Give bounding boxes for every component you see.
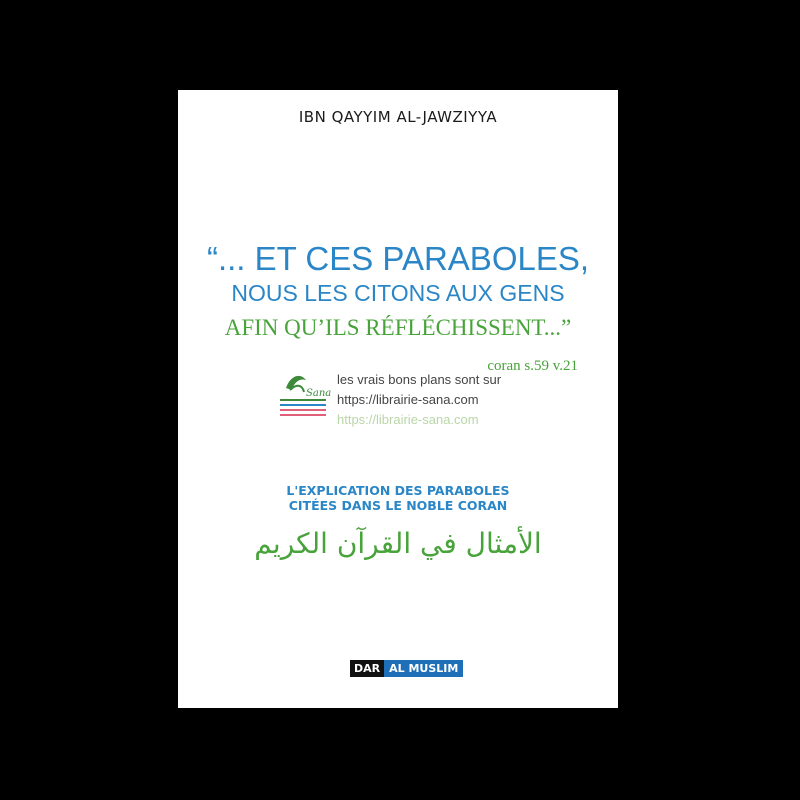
subtitle-line-1: L'EXPLICATION DES PARABOLES — [286, 483, 510, 498]
subtitle — [178, 483, 618, 513]
watermark-url: https://librairie-sana.com — [337, 392, 479, 407]
logo-text: Sana — [306, 388, 332, 399]
quote-line-3: AFIN QU’ILS RÉFLÉCHISSENT...” — [224, 315, 572, 340]
watermark-url-faded: https://librairie-sana.com — [337, 412, 479, 427]
arabic-title: الأمثال في القرآن الكريم — [254, 527, 542, 560]
publisher-logo — [350, 660, 463, 677]
subtitle-line-2: CITÉES DANS LE NOBLE CORAN — [288, 498, 508, 513]
publisher-part-2: AL MUSLIM — [384, 660, 463, 677]
watermark-text: les vrais bons plans sont sur — [337, 372, 502, 387]
book-cover — [178, 90, 618, 708]
quote-line-2: NOUS LES CITONS AUX GENS — [231, 280, 565, 306]
sana-logo-icon — [276, 366, 332, 420]
author-name: IBN QAYYIM AL-JAWZIYYA — [298, 108, 498, 126]
publisher-part-1: DAR — [350, 660, 384, 677]
quran-reference: coran s.59 v.21 — [487, 358, 578, 374]
quote-line-1: “... ET CES PARABOLES, — [206, 240, 590, 277]
